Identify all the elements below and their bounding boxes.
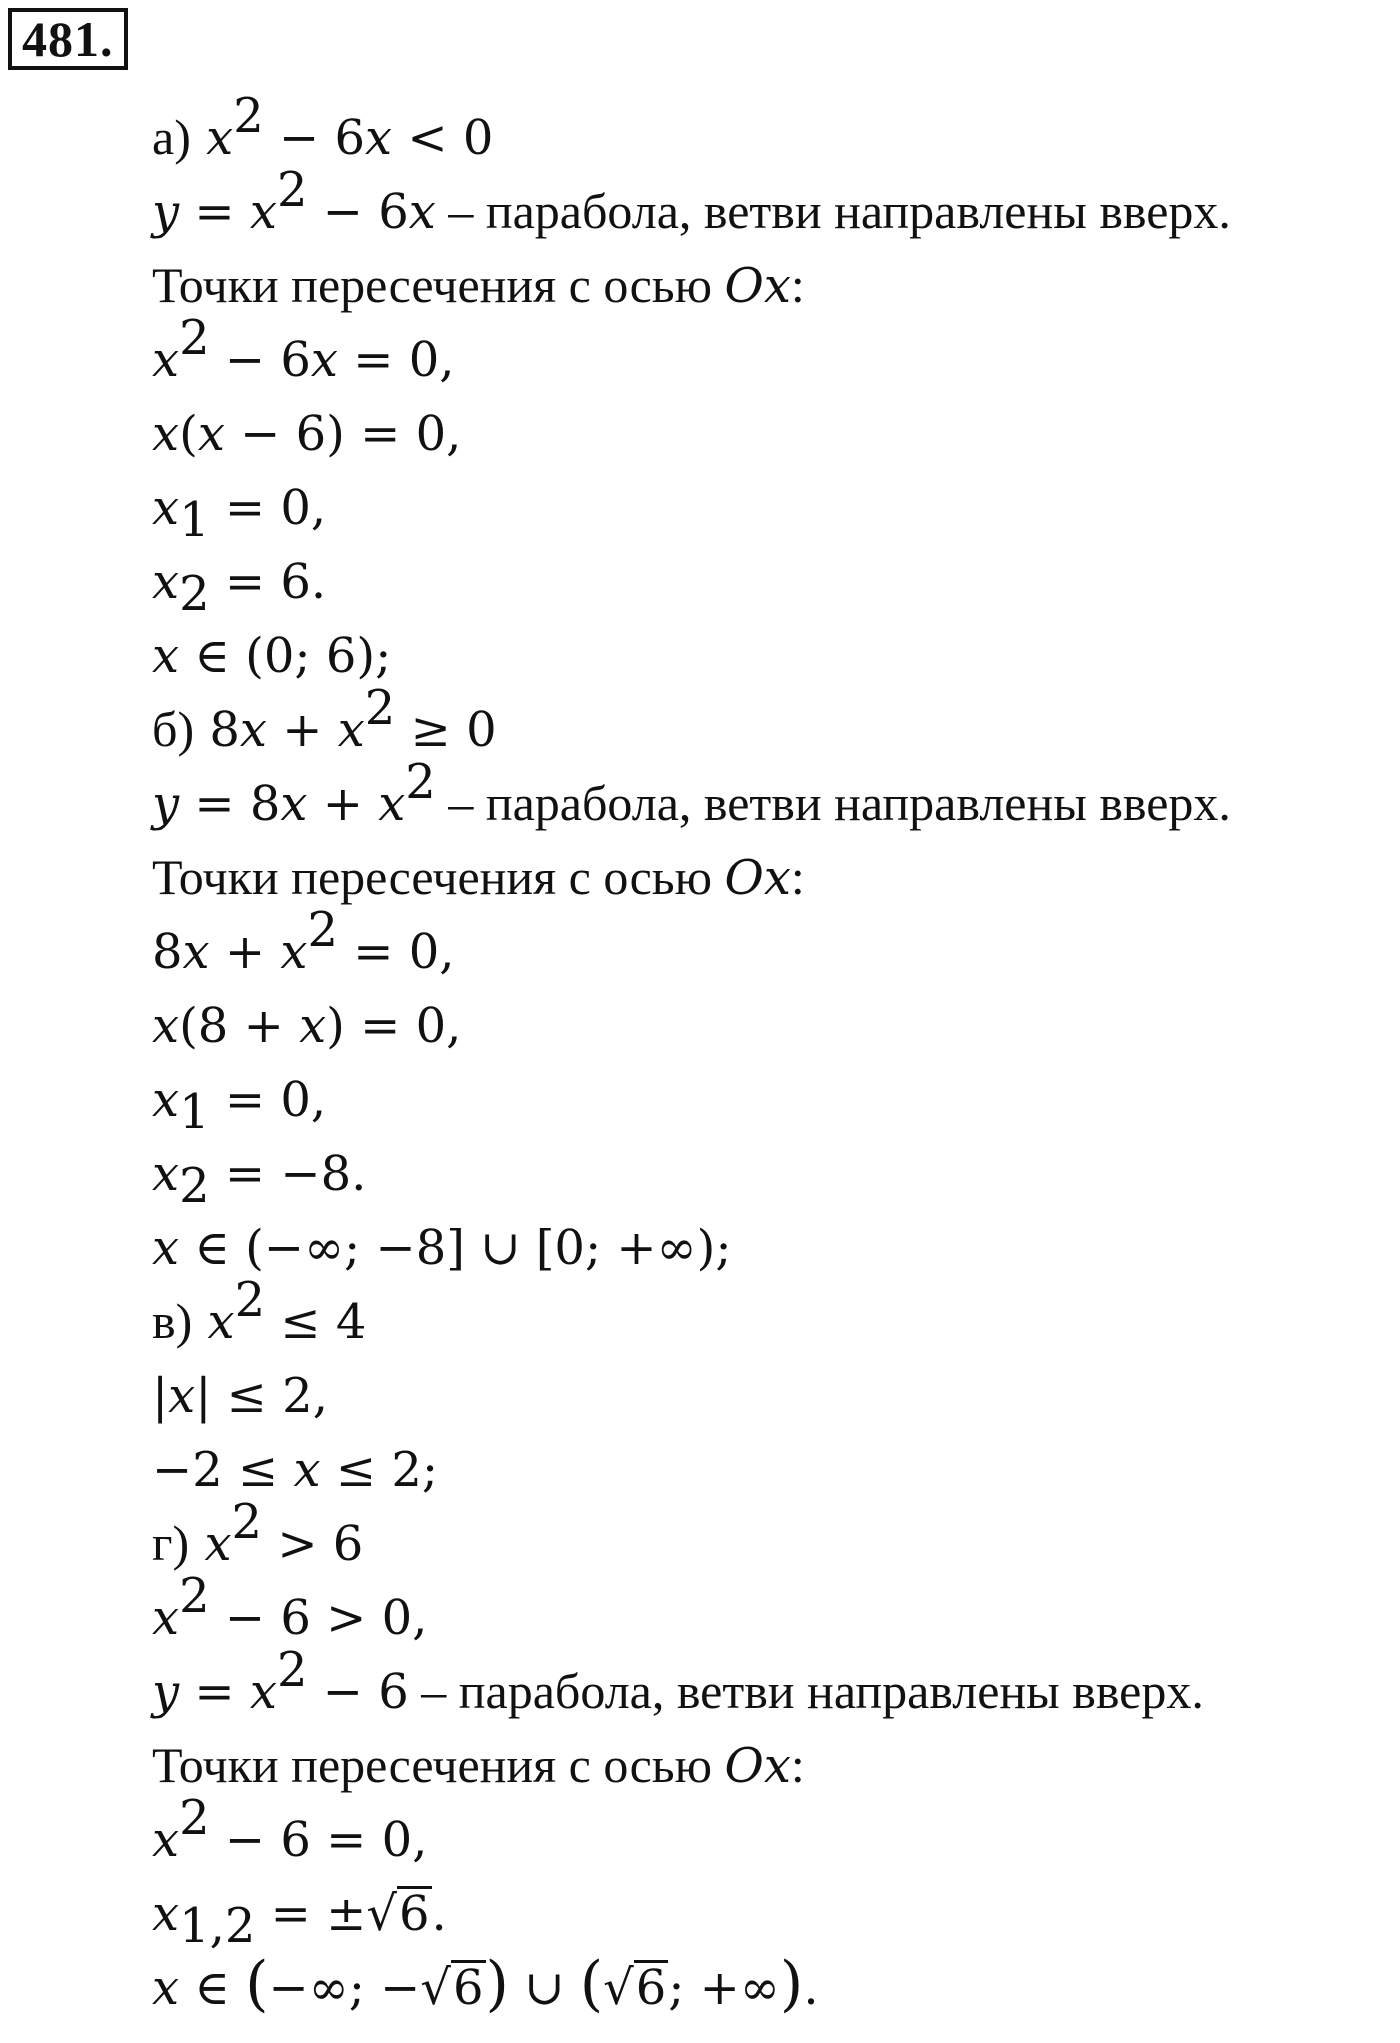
part-b-root1: $x_1 = 0$, — [152, 1072, 327, 1140]
part-a-root2: $x_2 = 6$. — [152, 554, 327, 622]
part-v-answer: −2 ≤ x ≤ 2; — [152, 1442, 439, 1498]
part-a-equation: $x^2 - 6x = 0$, — [152, 310, 455, 388]
part-g-intersections-heading: Точки пересечения с осью Ox: — [152, 1737, 805, 1794]
part-a-factored: x(x − 6) = 0, — [152, 406, 462, 462]
part-g-parabola-text: – парабола, ветви направлены вверх. — [408, 1663, 1204, 1719]
part-b-inequality: б) $8x + x^2 \ge 0$ — [152, 680, 497, 758]
part-b-equation: $8x + x^2 = 0$, — [152, 902, 455, 980]
part-b-answer-interval: (−∞; −8] ∪ [0; +∞); — [245, 1220, 732, 1276]
part-a-label: а) — [152, 109, 191, 165]
part-g-label: г) — [152, 1515, 190, 1571]
part-v-label: в) — [152, 1293, 193, 1349]
part-v-abs: |x| ≤ 2, — [152, 1368, 328, 1424]
part-g-roots: $x_{1,2} = \pm√6$. — [152, 1886, 447, 1954]
solution-body — [152, 88, 1392, 2024]
part-g-rearranged: $x^2 - 6 > 0$, — [152, 1568, 428, 1646]
part-a-answer-interval: (0; 6); — [245, 628, 392, 684]
part-b-factored: x(8 + x) = 0, — [152, 998, 462, 1054]
part-g-inequality: г) $x^2 > 6$ — [152, 1494, 364, 1572]
part-g-equation: $x^2 - 6 = 0$, — [152, 1790, 428, 1868]
part-g-parabola: $y = x^2 - 6$ – парабола, ветви направлены вверх. — [152, 1642, 1204, 1720]
part-a-inequality: а) $x^2 - 6x < 0$ — [152, 88, 494, 166]
part-a-parabola: $y = x^2 - 6x$ – парабола, ветви направлены вверх. — [152, 162, 1231, 240]
part-b-root2: $x_2 = -8$. — [152, 1146, 367, 1214]
part-g-answer: x ∈ (−∞; −√6) ∪ (√6; +∞). — [152, 1949, 819, 2019]
part-b-label: б) — [152, 701, 195, 757]
part-a-parabola-text: – парабола, ветви направлены вверх. — [435, 183, 1231, 239]
part-a-intersections-heading: Точки пересечения с осью Ox: — [152, 257, 805, 314]
part-b-answer: x ∈ (−∞; −8] ∪ [0; +∞); — [152, 1220, 732, 1276]
problem-number: 481. — [22, 11, 114, 67]
part-a-answer: x ∈ (0; 6); — [152, 628, 392, 684]
part-b-intersections-heading: Точки пересечения с осью Ox: — [152, 849, 805, 906]
problem-number-box — [8, 8, 128, 70]
part-b-parabola: $y = 8x + x^2$ – парабола, ветви направлены вверх. — [152, 754, 1231, 832]
part-b-parabola-text: – парабола, ветви направлены вверх. — [435, 775, 1231, 831]
part-v-inequality: в) $x^2 \le 4$ — [152, 1272, 367, 1350]
part-a-root1: $x_1 = 0$, — [152, 480, 327, 548]
